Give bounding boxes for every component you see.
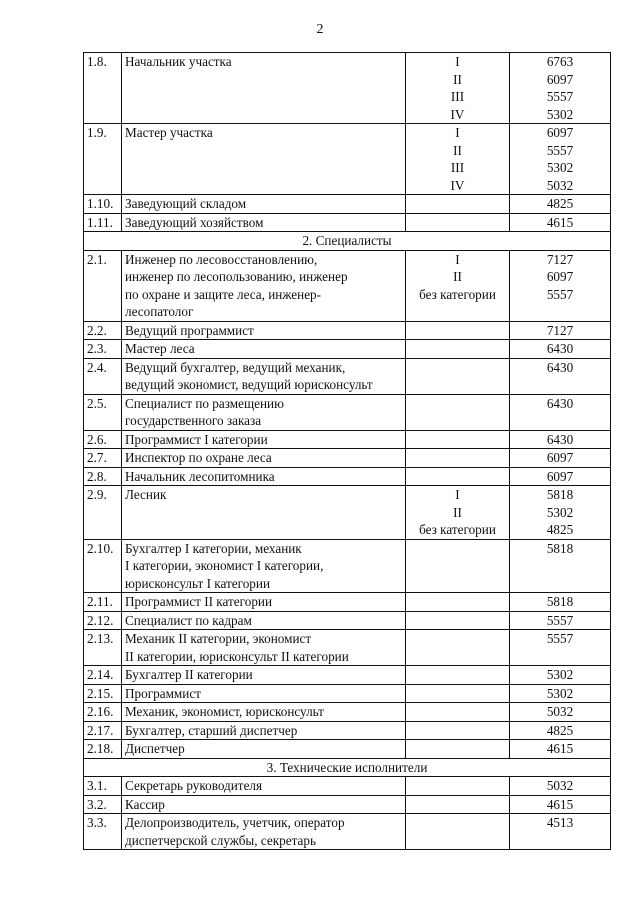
category-value: IV xyxy=(450,106,465,122)
salary-cell xyxy=(510,250,611,321)
table-row xyxy=(84,394,611,430)
category-cell xyxy=(406,795,510,814)
category-value: II xyxy=(453,504,462,520)
position-name-line: Диспетчер xyxy=(125,741,185,756)
salary-value: 6430 xyxy=(546,341,574,356)
table-row xyxy=(84,449,611,468)
section-title: 2. Специалисты xyxy=(84,232,611,251)
category-cell xyxy=(406,740,510,759)
category-cell xyxy=(406,449,510,468)
row-number: 2.14. xyxy=(84,666,122,685)
category-cell xyxy=(406,358,510,394)
salary-cell xyxy=(510,795,611,814)
salary-cell xyxy=(510,666,611,685)
row-number: 2.12. xyxy=(84,611,122,630)
salary-cell xyxy=(510,684,611,703)
salary-cell xyxy=(510,430,611,449)
position-name-line: Механик, экономист, юрисконсульт xyxy=(125,704,324,719)
salary-cell xyxy=(510,358,611,394)
salary-value: 7127 xyxy=(546,322,574,338)
row-number: 2.8. xyxy=(84,467,122,486)
salary-table xyxy=(83,52,611,850)
position-name xyxy=(122,340,406,359)
row-number: 1.8. xyxy=(84,53,122,124)
salary-cell xyxy=(510,593,611,612)
position-name-line: I категории, экономист I категории, xyxy=(125,558,324,573)
row-number: 2.2. xyxy=(84,321,122,340)
position-name-line: Начальник лесопитомника xyxy=(125,468,275,484)
category-cell xyxy=(406,777,510,796)
position-name xyxy=(122,666,406,685)
position-name-line: лесопатолог xyxy=(125,304,194,319)
salary-cell xyxy=(510,777,611,796)
position-name xyxy=(122,124,406,195)
salary-cell xyxy=(510,195,611,214)
position-name xyxy=(122,486,406,540)
category-value: III xyxy=(450,160,465,175)
position-name-line: Инженер по лесовосстановлению, xyxy=(125,251,318,267)
salary-value: 5302 xyxy=(546,160,574,175)
salary-cell xyxy=(510,213,611,232)
salary-cell xyxy=(510,721,611,740)
section-title: 3. Технические исполнители xyxy=(84,758,611,777)
table-row xyxy=(84,486,611,540)
salary-value: 5302 xyxy=(546,504,574,520)
table-row xyxy=(84,666,611,685)
row-number: 2.17. xyxy=(84,721,122,740)
row-number: 2.15. xyxy=(84,684,122,703)
salary-cell xyxy=(510,321,611,340)
category-cell xyxy=(406,630,510,666)
position-name-line: Специалист по кадрам xyxy=(125,612,252,628)
salary-value: 5032 xyxy=(546,177,574,193)
table-row xyxy=(84,721,611,740)
position-name-line: инженер по лесопользованию, инженер xyxy=(125,269,348,284)
position-name-line: Ведущий программист xyxy=(125,322,254,338)
salary-value: 5557 xyxy=(546,631,574,646)
salary-value: 5557 xyxy=(546,89,574,104)
position-name-line: Ведущий бухгалтер, ведущий механик, xyxy=(125,359,346,375)
position-name-line: Делопроизводитель, учетчик, оператор xyxy=(125,815,345,830)
salary-value: 7127 xyxy=(546,251,574,267)
position-name-line: Секретарь руководителя xyxy=(125,778,263,793)
position-name-line: Бухгалтер II категории xyxy=(125,667,253,682)
salary-value: 4513 xyxy=(546,815,574,830)
table-row xyxy=(84,213,611,232)
row-number: 2.10. xyxy=(84,539,122,593)
category-value: без категории xyxy=(419,286,496,302)
row-number: 2.9. xyxy=(84,486,122,540)
position-name-line: государственного заказа xyxy=(125,413,262,428)
salary-cell xyxy=(510,630,611,666)
salary-value: 6430 xyxy=(546,395,574,411)
salary-value: 6097 xyxy=(546,71,574,87)
position-name-line: Мастер леса xyxy=(125,341,195,356)
position-name-line: Бухгалтер I категории, механик xyxy=(125,540,302,556)
category-cell xyxy=(406,321,510,340)
position-name xyxy=(122,250,406,321)
row-number: 1.11. xyxy=(84,213,122,232)
position-name-line: Начальник участка xyxy=(125,54,232,69)
table-row xyxy=(84,539,611,593)
position-name-line: Механик II категории, экономист xyxy=(125,631,312,646)
position-name xyxy=(122,795,406,814)
salary-cell xyxy=(510,467,611,486)
table-row xyxy=(84,593,611,612)
category-value: I xyxy=(455,125,460,140)
category-cell xyxy=(406,539,510,593)
row-number: 3.2. xyxy=(84,795,122,814)
salary-value: 5557 xyxy=(546,142,574,158)
position-name-line: Кассир xyxy=(125,796,165,812)
category-value: II xyxy=(453,269,462,284)
category-cell xyxy=(406,611,510,630)
position-name xyxy=(122,195,406,214)
position-name xyxy=(122,630,406,666)
table-row xyxy=(84,124,611,195)
position-name-line: Специалист по размещению xyxy=(125,395,284,411)
salary-value: 6097 xyxy=(546,125,574,140)
category-cell xyxy=(406,195,510,214)
salary-cell xyxy=(510,449,611,468)
category-cell xyxy=(406,814,510,850)
position-name xyxy=(122,593,406,612)
position-name-line: Лесник xyxy=(125,487,167,502)
section-header-row xyxy=(84,758,611,777)
salary-value: 6430 xyxy=(546,359,574,375)
page-number: 2 xyxy=(316,22,324,37)
position-name xyxy=(122,814,406,850)
position-name-line: Программист II категории xyxy=(125,594,273,609)
table-row xyxy=(84,321,611,340)
table-row xyxy=(84,358,611,394)
salary-value: 5032 xyxy=(546,778,574,793)
row-number: 2.18. xyxy=(84,740,122,759)
table-row xyxy=(84,740,611,759)
position-name xyxy=(122,213,406,232)
table-row xyxy=(84,814,611,850)
position-name-line: юрисконсульт I категории xyxy=(125,575,270,591)
row-number: 2.7. xyxy=(84,449,122,468)
salary-value: 6097 xyxy=(546,468,574,484)
table-row xyxy=(84,430,611,449)
row-number: 2.3. xyxy=(84,340,122,359)
category-value: I xyxy=(455,487,460,502)
section-header-row xyxy=(84,232,611,251)
position-name-line: Заведующий хозяйством xyxy=(125,214,264,230)
position-name xyxy=(122,703,406,722)
position-name xyxy=(122,684,406,703)
salary-value: 5302 xyxy=(546,106,574,122)
category-cell xyxy=(406,486,510,540)
position-name xyxy=(122,358,406,394)
table-row xyxy=(84,630,611,666)
category-value: I xyxy=(455,54,460,69)
table-row xyxy=(84,250,611,321)
salary-value: 4615 xyxy=(546,214,574,230)
category-cell xyxy=(406,53,510,124)
category-cell xyxy=(406,593,510,612)
table-row xyxy=(84,684,611,703)
salary-value: 6097 xyxy=(546,269,574,284)
row-number: 1.9. xyxy=(84,124,122,195)
salary-value: 4615 xyxy=(546,796,574,812)
category-cell xyxy=(406,703,510,722)
table-row xyxy=(84,611,611,630)
position-name xyxy=(122,777,406,796)
position-name xyxy=(122,430,406,449)
row-number: 3.1. xyxy=(84,777,122,796)
salary-cell xyxy=(510,539,611,593)
row-number: 2.13. xyxy=(84,630,122,666)
position-name xyxy=(122,740,406,759)
salary-cell xyxy=(510,124,611,195)
category-value: I xyxy=(455,251,460,267)
row-number: 3.3. xyxy=(84,814,122,850)
table-row xyxy=(84,195,611,214)
position-name xyxy=(122,467,406,486)
category-cell xyxy=(406,124,510,195)
salary-value: 4825 xyxy=(546,522,574,537)
position-name-line: Программист I категории xyxy=(125,431,268,447)
salary-cell xyxy=(510,486,611,540)
row-number: 2.1. xyxy=(84,250,122,321)
category-cell xyxy=(406,721,510,740)
position-name-line: по охране и защите леса, инженер- xyxy=(125,286,322,302)
category-cell xyxy=(406,684,510,703)
table-row xyxy=(84,340,611,359)
position-name-line: Программист xyxy=(125,685,201,701)
salary-value: 5818 xyxy=(546,540,574,556)
salary-cell xyxy=(510,340,611,359)
row-number: 1.10. xyxy=(84,195,122,214)
salary-value: 5818 xyxy=(546,594,574,609)
position-name xyxy=(122,321,406,340)
salary-value: 5557 xyxy=(546,612,574,628)
position-name-line: Мастер участка xyxy=(125,125,213,140)
position-name-line: Бухгалтер, старший диспетчер xyxy=(125,722,298,738)
category-cell xyxy=(406,340,510,359)
position-name-line: Инспектор по охране леса xyxy=(125,450,272,465)
salary-value: 6430 xyxy=(546,431,574,447)
salary-cell xyxy=(510,814,611,850)
row-number: 2.16. xyxy=(84,703,122,722)
position-name xyxy=(122,53,406,124)
category-cell xyxy=(406,467,510,486)
category-cell xyxy=(406,430,510,449)
category-value: IV xyxy=(450,177,465,193)
salary-value: 4825 xyxy=(546,722,574,738)
salary-table-body xyxy=(84,53,611,850)
position-name-line: II категории, юрисконсульт II категории xyxy=(125,648,349,664)
salary-cell xyxy=(510,394,611,430)
salary-value: 4615 xyxy=(546,741,574,756)
row-number: 2.5. xyxy=(84,394,122,430)
salary-cell xyxy=(510,611,611,630)
position-name-line: диспетчерской службы, секретарь xyxy=(125,832,316,848)
category-cell xyxy=(406,213,510,232)
table-row xyxy=(84,467,611,486)
salary-cell xyxy=(510,703,611,722)
position-name xyxy=(122,611,406,630)
position-name xyxy=(122,539,406,593)
category-value: без категории xyxy=(419,522,496,537)
row-number: 2.11. xyxy=(84,593,122,612)
table-row xyxy=(84,53,611,124)
category-value: II xyxy=(453,71,462,87)
category-cell xyxy=(406,666,510,685)
salary-value: 6763 xyxy=(546,54,574,69)
position-name-line: ведущий экономист, ведущий юрисконсульт xyxy=(125,377,373,392)
table-row xyxy=(84,703,611,722)
category-cell xyxy=(406,250,510,321)
category-value: II xyxy=(453,142,462,158)
position-name-line: Заведующий складом xyxy=(125,196,247,211)
position-name xyxy=(122,449,406,468)
category-cell xyxy=(406,394,510,430)
salary-value: 5302 xyxy=(546,667,574,682)
salary-cell xyxy=(510,53,611,124)
position-name xyxy=(122,394,406,430)
row-number: 2.6. xyxy=(84,430,122,449)
table-row xyxy=(84,795,611,814)
row-number: 2.4. xyxy=(84,358,122,394)
salary-value: 6097 xyxy=(546,450,574,465)
salary-value: 5557 xyxy=(546,286,574,302)
salary-cell xyxy=(510,740,611,759)
salary-value: 5302 xyxy=(546,685,574,701)
position-name xyxy=(122,721,406,740)
salary-value: 5032 xyxy=(546,704,574,719)
salary-value: 4825 xyxy=(546,196,574,211)
table-row xyxy=(84,777,611,796)
salary-value: 5818 xyxy=(546,487,574,502)
category-value: III xyxy=(450,89,465,104)
